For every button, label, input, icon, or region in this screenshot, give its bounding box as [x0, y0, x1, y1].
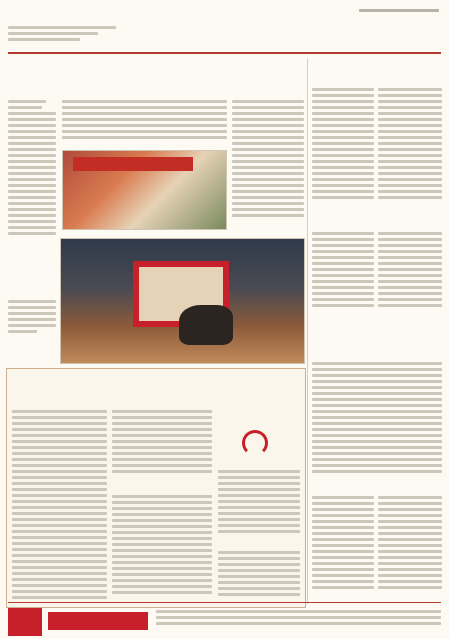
top-story-photo [62, 150, 227, 230]
right-story-1-col-a [312, 88, 374, 202]
right-story-3-text [378, 232, 442, 310]
footer [0, 604, 449, 639]
boxed-story-col-1 [12, 410, 107, 602]
masthead-right-info [319, 6, 439, 12]
right-headline-2 [312, 215, 442, 225]
top-story-column-text [232, 100, 304, 220]
right-story-1-col-b [378, 88, 442, 202]
boxed-story-col-2b [112, 495, 212, 597]
right-story-5-col-a [312, 496, 374, 592]
top-story-photo-large [60, 238, 305, 364]
footer-divider [8, 602, 441, 603]
top-story-byline [8, 100, 56, 238]
masthead-left-info [8, 26, 128, 44]
right-story-5-col-b [378, 496, 442, 592]
top-story-intro-text [62, 100, 227, 142]
masthead [0, 0, 449, 52]
subscribe-badge [8, 608, 42, 636]
boxed-story-col-2 [112, 410, 212, 476]
footer-brand [48, 612, 148, 630]
boxed-story-col-3b [218, 551, 300, 599]
column-divider [307, 58, 308, 604]
footer-info [156, 610, 441, 628]
boxed-story-col-3 [218, 470, 300, 536]
emblem-logo [218, 430, 292, 464]
photo-caption [8, 300, 56, 336]
masthead-divider [8, 52, 441, 54]
right-story-4-text [312, 362, 442, 476]
right-story-2-text [312, 232, 374, 310]
